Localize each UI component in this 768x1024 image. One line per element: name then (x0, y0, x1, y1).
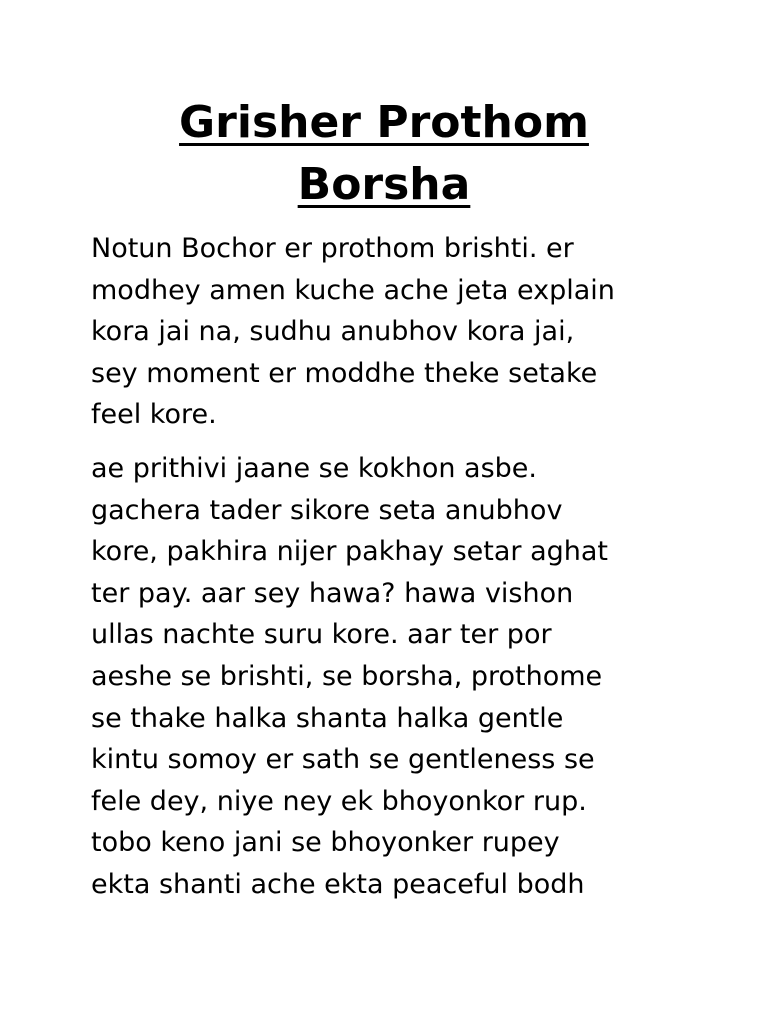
text-line: kora jai na, sudhu anubhov kora jai, (91, 316, 575, 348)
text-line: se thake halka shanta halka gentle (91, 702, 564, 734)
text-line: aeshe se brishti, se borsha, prothome (91, 660, 603, 692)
text-line: gachera tader sikore seta anubhov (91, 494, 563, 526)
text-line: ter pay. aar sey hawa? hawa vishon (91, 577, 574, 609)
text-line: sey moment er moddhe theke setake (91, 357, 598, 389)
text-line: Notun Bochor er prothom brishti. er (91, 233, 574, 264)
text-line: ekta shanti ache ekta peaceful bodh (91, 868, 585, 900)
text-line: modhey amen kuche ache jeta explain (91, 274, 615, 306)
text-line: tobo keno jani se bhoyonker rupey (91, 827, 560, 859)
title-line: Borsha (297, 159, 471, 210)
title-line: Grisher Prothom (179, 97, 589, 148)
text-line: kintu somoy er sath se gentleness se (91, 744, 595, 776)
text-line: kore, pakhira nijer pakhay setar aghat (91, 536, 609, 568)
paragraph-1 (91, 228, 691, 436)
text-line: ullas nachte suru kore. aar ter por (91, 619, 552, 651)
text-line: ae prithivi jaane se kokhon asbe. (91, 453, 538, 484)
document-title (90, 92, 678, 216)
text-line: feel kore. (91, 399, 217, 431)
paragraph-2 (91, 448, 691, 906)
text-line: fele dey, niye ney ek bhoyonkor rup. (91, 785, 587, 817)
